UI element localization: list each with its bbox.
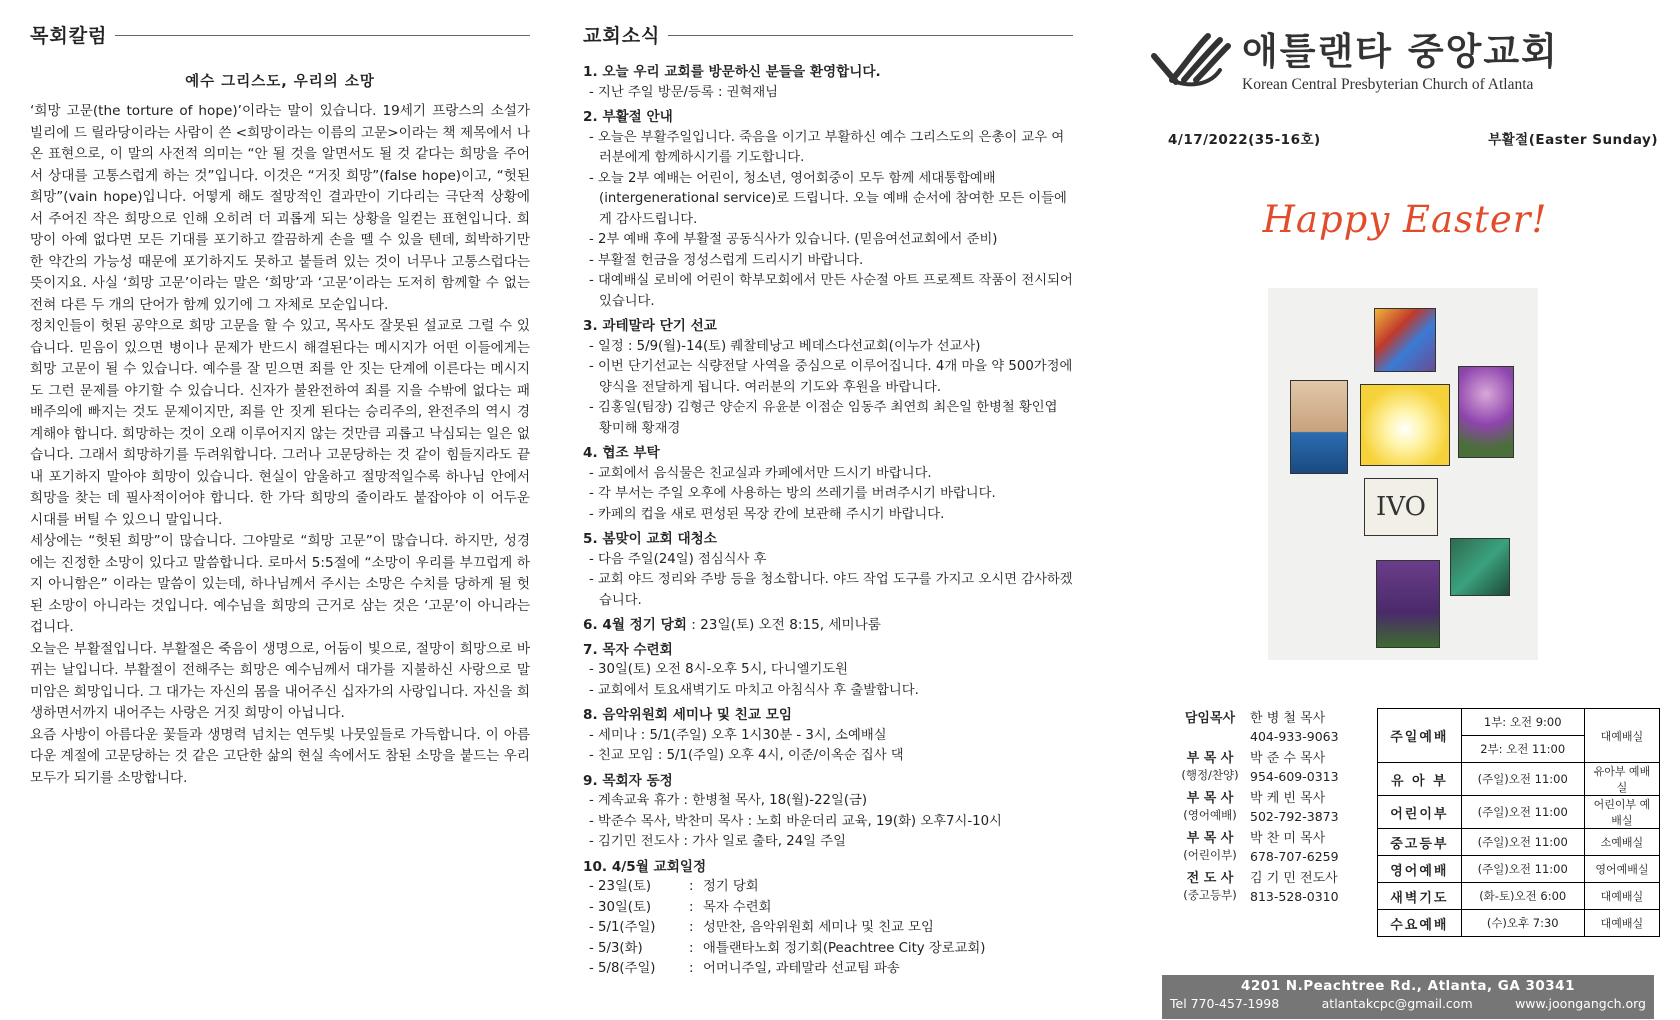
worship-place: 영어예배실 (1584, 856, 1659, 883)
schedule-date: - 5/8(주일) (589, 961, 656, 976)
easter-art-photo (1268, 288, 1538, 660)
church-name-korean: 애틀랜타 중앙교회 (1242, 30, 1559, 73)
church-phone: Tel 770-457-1998 (1170, 996, 1280, 1011)
worship-schedule-table (1377, 708, 1660, 937)
news-item (583, 705, 1073, 767)
schedule-event: 성만찬, 음악위원회 세미나 및 친교 모임 (703, 920, 934, 935)
worship-name: 주일예배 (1378, 709, 1462, 763)
staff-role-department: (영어예배) (1183, 808, 1237, 822)
schedule-date: - 30일(토) (589, 899, 652, 915)
worship-name: 영어예배 (1378, 856, 1462, 883)
news-item-heading (583, 771, 1073, 792)
staff-phone: 954-609-0313 (1250, 769, 1339, 784)
staff-phone: 404-933-9063 (1250, 729, 1339, 744)
news-item-line: - 2부 예배 후에 부활절 공동식사가 있습니다. (믿음여선교회에서 준비) (589, 232, 998, 247)
schedule-row (583, 918, 1073, 939)
news-section-header (583, 20, 1073, 48)
art-panel-cross-top (1374, 308, 1436, 372)
worship-name: 수요예배 (1378, 910, 1462, 937)
staff-role (1170, 710, 1250, 728)
news-item (583, 62, 1073, 103)
news-item-title: 3. 과테말라 단기 선교 (583, 318, 717, 334)
news-item-title: 6. 4월 정기 당회 (583, 617, 687, 633)
bulletin-cover (1150, 30, 1660, 1011)
table-row (1378, 829, 1660, 856)
staff-role-title: 전 도 사 (1186, 871, 1234, 886)
news-item-line: - 교회 야드 정리와 주방 등을 청소합니다. 야드 작업 도구를 가지고 오시면 감사하겠습니다. (589, 572, 1073, 608)
news-item-heading (583, 529, 1073, 550)
worship-place: 대예배실 (1584, 709, 1659, 763)
staff-row (1170, 750, 1360, 790)
news-list (583, 62, 1073, 980)
column-paragraph: ‘희망 고문(the torture of hope)’이라는 말이 있습니다. 19세기 프랑스의 소설가 빌리에 드 릴라당이라는 사람이 쓴 <희망이라는 이름의 고문>이라는 책 제목에서 나온 표현으로, 이 말의 사전적 의미는 “안 될 것을 알면서도 될 것 같다는 희망을 주어서 상대를 고통스럽게 하는 것”입니다. 이것은 “거짓 희망”(false hope)이고, “헛된 희망”(vain hope)입니다. 어떻게 해도 절망적인 결과만이 기다리는 극단적 상황에서 주어진 작은 희망으로 인해 오히려 더 괴롭게 되는 상황을 일컫는 표현입니다. 희망이 아예 없다면 모든 기대를 포기하고 깔끔하게 손을 뗄 수 있을 텐데, 희박하기만 한 약간의 가능성 때문에 포기하지도 못하고 붙들려 있는 것이 너무나 고통스럽다는 뜻이지요. 사실 ‘희망 고문’이라는 말은 ‘희망’과 ‘고문’이라는 도저히 함께할 수 없는 전혀 다른 두 개의 단어가 함께 있기에 그 자체로 모순입니다. (30, 103, 530, 313)
schedule-event: 어머니주일, 과테말라 선교팀 파송 (703, 961, 900, 976)
schedule-separator: : (689, 899, 694, 915)
staff-role (1170, 830, 1250, 862)
table-row (1378, 796, 1660, 829)
staff-role-title: 부 목 사 (1186, 791, 1234, 806)
schedule-row (583, 959, 1073, 980)
church-news (583, 20, 1073, 984)
column-paragraph: 요즘 사방이 아름다운 꽃들과 생명력 넘치는 연두빛 나뭇잎들로 가득합니다. 이 아름다운 계절에 고문당하는 것 같은 고단한 삶의 현실 속에서도 참된 소망을 붙드는 우리 모두가 되기를 소망합니다. (30, 726, 530, 786)
church-contacts (1162, 994, 1654, 1011)
staff-name: 박 찬 미 목사 (1250, 831, 1326, 846)
staff-contact (1250, 750, 1339, 786)
news-item-line: - 이번 단기선교는 식량전달 사역을 중심으로 이루어집니다. 4개 마을 약 500가정에 양식을 전달하게 됩니다. 여러분의 기도와 후원을 바랍니다. (589, 359, 1073, 395)
schedule-event: 정기 당회 (703, 879, 759, 894)
news-section-title: 교회소식 (583, 24, 661, 47)
news-item-title: 7. 목자 수련회 (583, 641, 673, 658)
staff-contact (1250, 710, 1339, 746)
staff-contact (1250, 790, 1339, 826)
schedule-date: - 5/1(주일) (589, 920, 656, 935)
news-item-line: - 박준수 목사, 박찬미 목사 : 노회 바운더리 교육, 19(화) 오후7시-10시 (589, 813, 1002, 829)
staff-phone: 502-792-3873 (1250, 809, 1339, 824)
worship-place: 대예배실 (1584, 883, 1659, 910)
staff-role-department: (행정/찬양) (1181, 768, 1239, 782)
news-item-line: - 각 부서는 주일 오후에 사용하는 방의 쓰레기를 버려주시기 바랍니다. (589, 486, 996, 501)
news-item (583, 857, 1073, 980)
column-paragraph: 오늘은 부활절입니다. 부활절은 죽음이 생명으로, 어둠이 빛으로, 절망이 희망으로 바뀌는 날입니다. 부활절이 전해주는 희망은 예수님께서 대가를 지불하신 사랑으로 말미암은 희망입니다. 그 대가는 자신의 몸을 내어주신 십자가의 사랑입니다. 자신을 희생하면서까지 내어주는 사랑은 거짓 희망이 아닙니다. (30, 640, 530, 721)
staff-role-title: 부 목 사 (1186, 751, 1234, 766)
happy-easter-greeting: Happy Easter! (1262, 198, 1548, 241)
staff-row (1170, 710, 1360, 750)
news-item-line: - 30일(토) 오전 8시-오후 5시, 다니엘기도원 (589, 662, 848, 677)
worship-time: 1부: 오전 9:00 (1461, 709, 1584, 736)
staff-contact (1250, 830, 1339, 866)
art-panel-light-hands (1360, 384, 1450, 466)
schedule-date: - 5/3(화) (589, 940, 643, 956)
table-row (1378, 709, 1660, 736)
church-email[interactable]: atlantakcpc@gmail.com (1321, 996, 1473, 1011)
worship-name: 새벽기도 (1378, 883, 1462, 910)
worship-time: 2부: 오전 11:00 (1461, 736, 1584, 763)
news-item-line: - 다음 주일(24일) 점심식사 후 (589, 551, 767, 567)
news-item (583, 771, 1073, 853)
news-item-line: - 교회에서 토요새벽기도 마치고 아침식사 후 출발합니다. (589, 682, 919, 698)
news-item-heading (583, 316, 1073, 337)
news-item (583, 615, 1073, 636)
staff-role-department: (어린이부) (1183, 848, 1237, 862)
staff-phone: 813-528-0310 (1250, 889, 1339, 904)
staff-list (1170, 710, 1360, 910)
schedule-event: 목자 수련회 (703, 899, 772, 915)
schedule-event: 애틀랜타노회 정기회(Peachtree City 장로교회) (703, 940, 986, 956)
church-address: 4201 N.Peachtree Rd., Atlanta, GA 30341 (1241, 978, 1575, 994)
news-item-heading (583, 615, 1073, 636)
section-divider (668, 35, 1073, 36)
table-row (1378, 763, 1660, 796)
staff-contact (1250, 870, 1339, 906)
art-panel-ivo: IVO (1364, 478, 1438, 536)
table-row (1378, 883, 1660, 910)
news-item-line: - 친교 모임 : 5/1(주일) 오후 4시, 이준/이옥순 집사 댁 (589, 748, 904, 763)
worship-time: (주일)오전 11:00 (1461, 796, 1584, 829)
news-item (583, 640, 1073, 702)
art-panel-hands-bowl (1290, 380, 1348, 474)
church-logo (1150, 30, 1660, 94)
worship-time: (주일)오전 11:00 (1461, 829, 1584, 856)
news-item-line: - 오늘은 부활주일입니다. 죽음을 이기고 부활하신 예수 그리스도의 은총이 교우 여러분에게 함께하시기를 기도합니다. (589, 129, 1065, 165)
section-divider (115, 35, 530, 36)
news-item (583, 107, 1073, 312)
news-item-heading (583, 640, 1073, 661)
news-item-line: - 김기민 전도사 : 가사 일로 출타, 24일 주일 (589, 834, 846, 849)
news-item (583, 529, 1073, 611)
staff-role (1170, 750, 1250, 782)
staff-role-department: (중고등부) (1183, 888, 1237, 902)
staff-name: 김 기 민 전도사 (1250, 871, 1338, 886)
staff-row (1170, 830, 1360, 870)
worship-place: 유아부 예배실 (1584, 763, 1659, 796)
schedule-separator: : (689, 920, 694, 935)
news-item (583, 443, 1073, 525)
column-section-header (30, 20, 530, 48)
news-item-line: - 오늘 2부 예배는 어린이, 청소년, 영어회중이 모두 함께 세대통합예배(intergenerational service)로 드립니다. 오늘 예배 순서에 참여한 모든 이들에게 감사드립니다. (589, 170, 1067, 227)
worship-time: (화-토)오전 6:00 (1461, 883, 1584, 910)
worship-place: 소예배실 (1584, 829, 1659, 856)
worship-time: (주일)오전 11:00 (1461, 856, 1584, 883)
worship-place: 대예배실 (1584, 910, 1659, 937)
staff-role (1170, 870, 1250, 902)
news-item-title: 1. 오늘 우리 교회를 방문하신 분들을 환영합니다. (583, 64, 881, 80)
staff-name: 박 준 수 목사 (1250, 751, 1326, 766)
schedule-row (583, 877, 1073, 898)
table-row (1378, 856, 1660, 883)
schedule-separator: : (689, 961, 694, 976)
news-item-line: - 김홍일(팀장) 김형근 양순지 유윤분 이점순 임동주 최연희 최은일 한병철 황인엽 황미해 황재경 (589, 400, 1058, 436)
news-item-line: - 지난 주일 방문/등록 : 권혁재님 (589, 84, 779, 100)
news-item-line: - 일정 : 5/9(월)-14(토) 퀘찰테낭고 베데스다선교회(이누가 선교사) (589, 338, 981, 354)
church-logo-icon (1150, 30, 1232, 90)
worship-name: 어린이부 (1378, 796, 1462, 829)
news-item-heading (583, 443, 1073, 464)
staff-phone: 678-707-6259 (1250, 849, 1339, 864)
staff-row (1170, 790, 1360, 830)
news-item-heading (583, 857, 1073, 878)
schedule-row (583, 939, 1073, 960)
staff-name: 한 병 철 목사 (1250, 711, 1326, 726)
news-item-line: - 부활절 헌금을 정성스럽게 드리시기 바랍니다. (589, 252, 864, 268)
worship-name: 유 아 부 (1378, 763, 1462, 796)
art-panel-donkey (1376, 560, 1440, 648)
worship-name: 중고등부 (1378, 829, 1462, 856)
news-item-line: - 계속교육 휴가 : 한병철 목사, 18(월)-22일(금) (589, 793, 868, 808)
staff-role (1170, 790, 1250, 822)
news-item-line: - 세미나 : 5/1(주일) 오후 1시30분 - 3시, 소예배실 (589, 727, 887, 743)
worship-time: (주일)오전 11:00 (1461, 763, 1584, 796)
bulletin-number: 4/17/2022(35-16호) (1168, 132, 1321, 148)
column-body (30, 101, 530, 789)
column-paragraph: 정치인들이 헛된 공약으로 희망 고문을 할 수 있고, 목사도 잘못된 설교로 그럴 수 있습니다. 믿음이 있으면 병이나 문제가 반드시 해결된다는 메시지가 어떤 이들에게는 희망 고문이 될 수 있습니다. 예수를 잘 믿으면 죄를 안 짓는 단계에 이른다는 메시지도 그런 문제를 야기할 수 있습니다. 신자가 불완전하여 죄를 지을 수밖에 없다는 패배주의에 빠지는 것도 문제이지만, 죄를 안 짓게 된다는 승리주의, 완전주의 역시 경계해야 합니다. 희망하는 것이 오래 이루어지지 않는 것만큼 괴롭고 낙심되는 일은 없습니다. 그래서 희망하기를 두려워합니다. 그러나 고문당하는 것 같이 힘들지라도 끝내 포기하지 말아야 희망이 있습니다. 현실이 암울하고 절망적일수록 하나님 안에서 희망을 찾는 데 필사적이어야 합니다. 한 가닥 희망의 줄이라도 붙잡아야 이 어두운 시대를 버틸 수 있으니 말입니다. (30, 318, 530, 528)
column-paragraph: 세상에는 “헛된 희망”이 많습니다. 그야말로 “희망 고문”이 많습니다. 하지만, 성경에는 진정한 소망이 있다고 말씀합니다. 로마서 5:5절에 “소망이 우리를 부끄럽게 하지 아니함은” 이라는 말씀이 있는데, 하나님께서 주시는 소망은 수치를 당하게 될 헛된 소망이 아니라는 것입니다. 예수님을 희망의 근거로 삼는 것은 ‘고문’이 아니라는 겁니다. (30, 533, 530, 635)
schedule-separator: : (689, 879, 694, 894)
column-title: 예수 그리스도, 우리의 소망 (185, 74, 375, 90)
news-item-line: - 대예배실 로비에 어린이 학부모회에서 만든 사순절 아트 프로젝트 작품이 전시되어 있습니다. (589, 273, 1073, 309)
staff-name: 박 케 빈 목사 (1250, 791, 1326, 806)
schedule-date: - 23일(토) (589, 879, 652, 894)
news-item (583, 316, 1073, 439)
service-day-title: 부활절(Easter Sunday) (1488, 132, 1658, 148)
news-item-line: - 카페의 컵을 새로 편성된 목장 칸에 보관해 주시기 바랍니다. (589, 506, 945, 522)
schedule-separator: : (689, 940, 694, 956)
news-item-title: 10. 4/5월 교회일정 (583, 858, 707, 875)
news-item-title: 2. 부활절 안내 (583, 109, 673, 125)
staff-row (1170, 870, 1360, 910)
news-item-title: 4. 협조 부탁 (583, 445, 660, 461)
news-item-heading (583, 62, 1073, 83)
church-website[interactable]: www.joongangch.org (1515, 996, 1646, 1011)
bulletin-info (1150, 128, 1660, 148)
staff-role-title: 담임목사 (1184, 711, 1236, 726)
news-item-line: - 교회에서 음식물은 친교실과 카페에서만 드시기 바랍니다. (589, 465, 932, 481)
art-panel-flower-cross (1458, 366, 1514, 458)
news-item-title: 8. 음악위원회 세미나 및 친교 모임 (583, 707, 792, 723)
news-item-heading (583, 107, 1073, 128)
worship-time: (수)오후 7:30 (1461, 910, 1584, 937)
church-address-footer (1162, 975, 1654, 1019)
news-item-title: 9. 목회자 동정 (583, 772, 673, 789)
staff-role-title: 부 목 사 (1186, 831, 1234, 846)
news-item-title: 5. 봄맞이 교회 대청소 (583, 531, 717, 547)
worship-place: 어린이부 예배실 (1584, 796, 1659, 829)
schedule-row (583, 898, 1073, 919)
church-name-english: Korean Central Presbyterian Church of Atlanta (1242, 76, 1534, 93)
pastor-column (30, 20, 530, 789)
column-section-title: 목회칼럼 (30, 24, 108, 47)
news-item-heading (583, 705, 1073, 726)
news-item-detail: : 23일(토) 오전 8:15, 세미나룸 (686, 617, 881, 633)
art-panel-palm-leaves (1450, 538, 1510, 596)
table-row (1378, 910, 1660, 937)
